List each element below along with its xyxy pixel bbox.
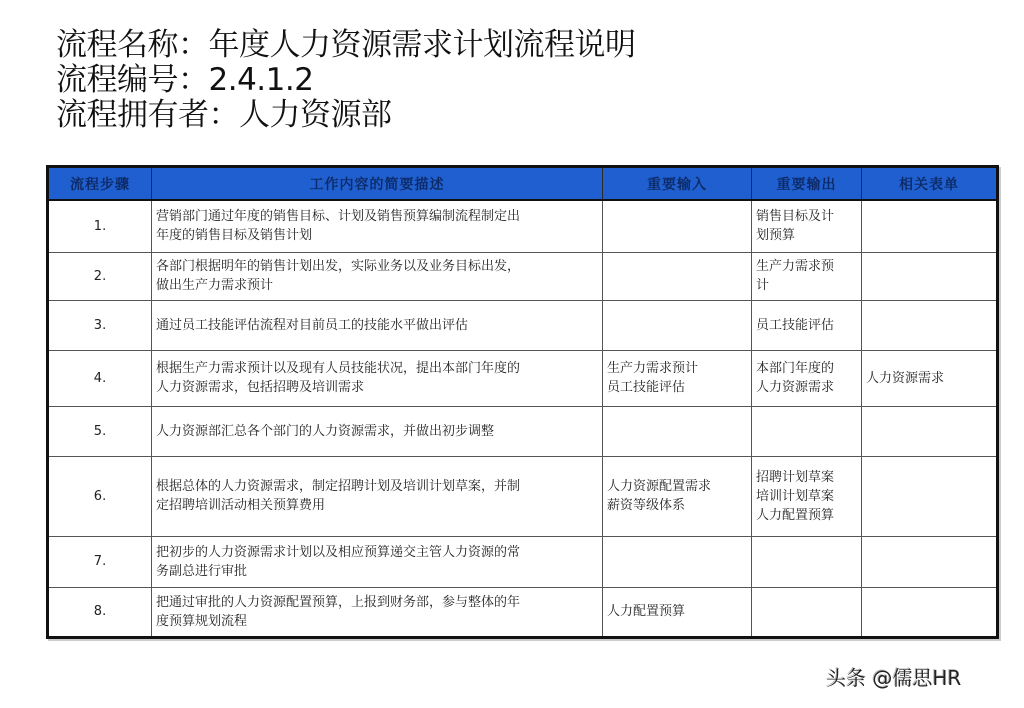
description-cell [152, 456, 603, 536]
description-line: 年度的销售目标及销售计划 [156, 228, 313, 244]
input-line: 薪资等级体系 [607, 498, 686, 513]
description-cell [152, 200, 603, 252]
column-header-description: 工作内容的简要描述 [152, 167, 603, 201]
description-line: 根据总体的人力资源需求，制定招聘计划及培训计划草案，并制 [156, 479, 521, 494]
description-line: 做出生产力需求预计 [156, 278, 274, 293]
table-header-row [48, 167, 998, 201]
forms-cell [862, 406, 998, 456]
description-cell [152, 587, 603, 637]
description-line: 人力资源需求，包括招聘及培训需求 [156, 380, 365, 395]
step-number: 8. [48, 587, 152, 637]
inputs-cell [603, 350, 752, 406]
step-number: 1. [48, 200, 152, 252]
inputs-cell [603, 587, 752, 637]
step-number: 7. [48, 536, 152, 587]
description-line: 定招聘培训活动相关预算费用 [156, 498, 326, 513]
table-row [48, 456, 998, 536]
input-line: 人力配置预算 [607, 604, 686, 619]
input-line: 人力资源配置需求 [607, 479, 712, 494]
column-header-step: 流程步骤 [48, 167, 152, 201]
description-cell [152, 350, 603, 406]
inputs-cell [603, 300, 752, 350]
table-row [48, 300, 998, 350]
forms-cell [862, 300, 998, 350]
process-table [46, 165, 999, 639]
inputs-cell [603, 406, 752, 456]
process-name: 流程名称：年度人力资源需求计划流程说明 [56, 27, 636, 63]
inputs-cell [603, 536, 752, 587]
forms-cell [862, 456, 998, 536]
process-owner: 流程拥有者：人力资源部 [56, 97, 392, 133]
table-row [48, 350, 998, 406]
step-number: 4. [48, 350, 152, 406]
step-number: 5. [48, 406, 152, 456]
output-line: 培训计划草案 [756, 488, 835, 504]
outputs-cell [752, 456, 862, 536]
table-row [48, 536, 998, 587]
output-line: 本部门年度的 [756, 361, 835, 376]
description-line: 通过员工技能评估流程对目前员工的技能水平做出评估 [156, 317, 469, 333]
process-number: 流程编号：2.4.1.2 [56, 62, 314, 98]
outputs-cell [752, 252, 862, 300]
description-cell [152, 252, 603, 300]
output-line: 人力资源需求 [756, 380, 835, 395]
table-row [48, 587, 998, 637]
form-line: 人力资源需求 [866, 370, 945, 386]
inputs-cell [603, 200, 752, 252]
table-row [48, 406, 998, 456]
table-row [48, 252, 998, 300]
description-line: 人力资源部汇总各个部门的人力资源需求，并做出初步调整 [156, 423, 495, 439]
output-line: 销售目标及计 [756, 209, 835, 225]
forms-cell [862, 350, 998, 406]
outputs-cell [752, 200, 862, 252]
output-line: 员工技能评估 [756, 317, 835, 333]
step-number: 3. [48, 300, 152, 350]
forms-cell [862, 252, 998, 300]
forms-cell [862, 200, 998, 252]
output-line: 人力配置预算 [756, 507, 835, 523]
step-number: 6. [48, 456, 152, 536]
forms-cell [862, 536, 998, 587]
description-cell [152, 536, 603, 587]
outputs-cell [752, 406, 862, 456]
inputs-cell [603, 456, 752, 536]
column-header-inputs: 重要输入 [603, 167, 752, 201]
step-number: 2. [48, 252, 152, 300]
description-line: 度预算规划流程 [156, 613, 248, 629]
outputs-cell [752, 587, 862, 637]
description-line: 务副总进行审批 [156, 563, 248, 579]
column-header-forms: 相关表单 [862, 167, 998, 201]
table-row [48, 200, 998, 252]
description-cell [152, 300, 603, 350]
output-line: 生产力需求预 [756, 259, 835, 274]
output-line: 招聘计划草案 [756, 469, 835, 485]
outputs-cell [752, 536, 862, 587]
description-line: 根据生产力需求预计以及现有人员技能状况，提出本部门年度的 [156, 361, 521, 376]
description-line: 营销部门通过年度的销售目标、计划及销售预算编制流程制定出 [156, 209, 521, 225]
description-cell [152, 406, 603, 456]
description-line: 把通过审批的人力资源配置预算，上报到财务部，参与整体的年 [156, 594, 521, 610]
watermark: 头条 @儒思HR [826, 666, 962, 690]
description-line: 把初步的人力资源需求计划以及相应预算递交主管人力资源的常 [156, 544, 521, 560]
input-line: 生产力需求预计 [607, 361, 699, 376]
outputs-cell [752, 300, 862, 350]
outputs-cell [752, 350, 862, 406]
inputs-cell [603, 252, 752, 300]
process-header [56, 28, 636, 133]
output-line: 划预算 [756, 228, 796, 244]
forms-cell [862, 587, 998, 637]
column-header-outputs: 重要输出 [752, 167, 862, 201]
description-line: 各部门根据明年的销售计划出发，实际业务以及业务目标出发， [156, 259, 521, 274]
output-line: 计 [756, 278, 770, 293]
input-line: 员工技能评估 [607, 380, 686, 395]
